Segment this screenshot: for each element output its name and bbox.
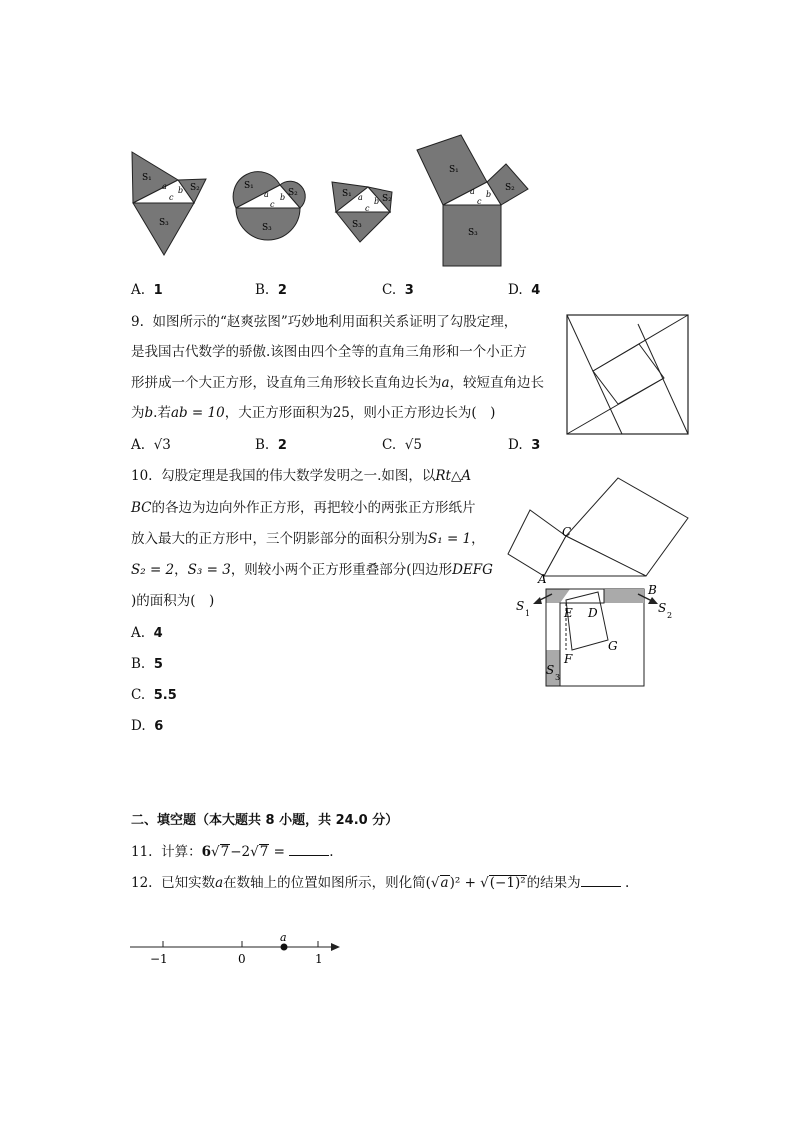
q12-tick-0: 0 [238, 952, 246, 966]
svg-text:S₁: S₁ [244, 181, 254, 191]
q8-figure-a [132, 152, 206, 255]
svg-text:3: 3 [555, 673, 561, 682]
svg-text:E: E [564, 606, 573, 620]
q9-option-c[interactable]: C. √5 [382, 437, 422, 453]
q12-answer-blank[interactable] [581, 874, 621, 887]
svg-text:S₁: S₁ [449, 165, 459, 175]
q8-option-d[interactable]: D. 4 [508, 282, 541, 298]
svg-text:G: G [608, 639, 618, 653]
svg-text:A: A [538, 572, 547, 586]
q12-tick-1: 1 [315, 952, 323, 966]
svg-text:S₁: S₁ [342, 189, 352, 199]
q8-option-b[interactable]: B. 2 [255, 282, 287, 298]
svg-text:S₂: S₂ [288, 188, 298, 198]
q8-a-s2: S₂ [190, 183, 200, 193]
q9-option-b[interactable]: B. 2 [255, 437, 287, 453]
svg-text:c: c [365, 204, 370, 213]
svg-text:1: 1 [525, 609, 531, 618]
q9-line-3: 形拼成一个大正方形，设直角三角形较长直角边长为a，较短直角边长 [131, 375, 545, 391]
q10-option-c[interactable]: C. 5.5 [131, 687, 177, 703]
q10-figure [500, 470, 700, 690]
svg-text:b: b [280, 193, 286, 202]
q12-tick-neg1: −1 [150, 952, 168, 966]
q9-line-2: 是我国古代数学的骄傲.该图由四个全等的直角三角形和一个小正方 [131, 344, 527, 360]
q8-option-a[interactable]: A. 1 [131, 282, 163, 298]
q10-option-b[interactable]: B. 5 [131, 656, 163, 672]
q8-figure-c [332, 182, 392, 242]
svg-text:S: S [658, 601, 667, 615]
svg-text:S₃: S₃ [262, 223, 272, 233]
q11: 11. 计算：6√7−2√7 = . [131, 844, 334, 860]
q10-option-a[interactable]: A. 4 [131, 625, 163, 641]
svg-text:D: D [588, 606, 598, 620]
q10-line-4: S₂ = 2，S₃ = 3，则较小两个正方形重叠部分(四边形DEFG [131, 562, 493, 578]
q8-a-s1: S₁ [142, 173, 152, 183]
q10-line-5: )的面积为( ) [131, 593, 215, 609]
svg-text:a: a [162, 182, 167, 191]
q11-answer-blank[interactable] [289, 843, 329, 856]
q10-line-1: 10. 勾股定理是我国的伟大数学发明之一.如图，以Rt△A [131, 468, 472, 484]
q12: 12. 已知实数a在数轴上的位置如图所示，则化简(√a)² + √(−1)²的结果为 . [131, 875, 630, 891]
q10-option-d[interactable]: D. 6 [131, 718, 164, 734]
q12-point-a: a [280, 931, 287, 944]
svg-text:S: S [546, 663, 555, 677]
q9-option-a[interactable]: A. √3 [131, 437, 171, 453]
q10-line-3: 放入最大的正方形中，三个阴影部分的面积分别为S₁ = 1， [131, 531, 485, 547]
svg-text:B: B [648, 583, 657, 597]
svg-text:a: a [264, 190, 269, 199]
svg-text:S₃: S₃ [352, 220, 362, 230]
svg-text:F: F [564, 652, 573, 666]
svg-text:c: c [477, 197, 482, 206]
q8-a-s3: S₃ [159, 218, 169, 228]
svg-text:S₂: S₂ [505, 183, 515, 193]
svg-text:b: b [178, 186, 184, 195]
q8-option-c[interactable]: C. 3 [382, 282, 414, 298]
svg-text:a: a [470, 187, 475, 196]
svg-text:b: b [486, 190, 492, 199]
q9-option-d[interactable]: D. 3 [508, 437, 541, 453]
svg-text:a: a [358, 193, 363, 202]
q9-line-1: 9. 如图所示的“赵爽弦图”巧妙地利用面积关系证明了勾股定理， [131, 314, 518, 330]
svg-text:C: C [562, 525, 572, 539]
svg-text:c: c [270, 200, 275, 209]
svg-text:b: b [374, 197, 380, 206]
svg-text:c: c [169, 193, 174, 202]
section-2-title: 二、填空题（本大题共 8 小题，共 24.0 分） [131, 813, 399, 828]
q9-line-4: 为b.若ab = 10，大正方形面积为25，则小正方形边长为( ) [131, 405, 496, 421]
q10-line-2: BC的各边为边向外作正方形，再把较小的两张正方形纸片 [131, 500, 476, 516]
q8-figures [120, 130, 540, 270]
q12-number-line [126, 930, 346, 970]
q8-figure-b [233, 172, 305, 240]
q8-figure-d [417, 135, 528, 266]
svg-text:S: S [516, 599, 525, 613]
svg-text:S₂: S₂ [382, 194, 392, 204]
svg-text:S₃: S₃ [468, 228, 478, 238]
svg-text:2: 2 [667, 611, 673, 620]
q9-zhao-shuang-figure [566, 314, 690, 436]
